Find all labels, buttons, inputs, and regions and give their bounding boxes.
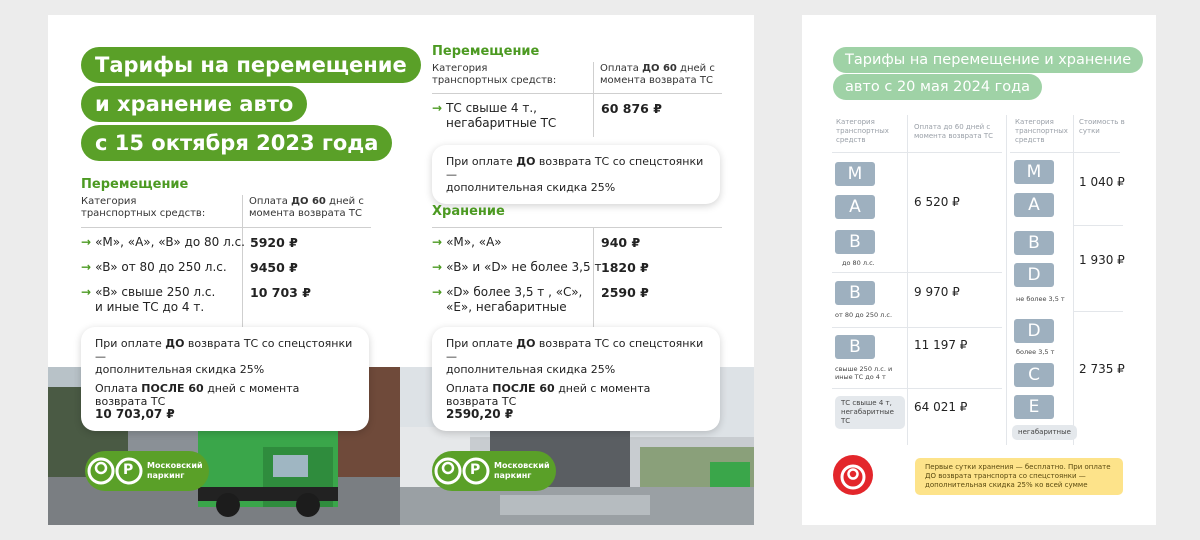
storage-badge-a: A — [1014, 193, 1054, 217]
moving-val-2: 9 970 ₽ — [914, 285, 960, 299]
right-hdr-pay: Оплата до 60 дней с момента возврата ТС — [914, 123, 994, 140]
red-parking-logo-icon — [833, 455, 873, 495]
moving-col1-header: Категория транспортных средств: — [81, 196, 206, 219]
moving-val-1: 6 520 ₽ — [914, 195, 960, 209]
moving-heavy-col2-header: Оплата ДО 60 дней с момента возврата ТС — [600, 63, 715, 86]
storage-badge-m: M — [1014, 160, 1054, 184]
right-title-line-2: авто с 20 мая 2024 года — [833, 74, 1042, 100]
badge-b-80: B — [835, 230, 875, 254]
storage-val-1: 1 040 ₽ — [1079, 175, 1125, 189]
right-hdr-cat-2: Категория транспортных средств — [1015, 118, 1068, 144]
storage-badge-d-light: D — [1014, 263, 1054, 287]
moving-heavy-cat: → ТС свыше 4 т., негабаритные ТС — [432, 101, 557, 130]
storage-row-1-cat: → «M», «A» — [432, 235, 502, 249]
storage-val-2: 1 930 ₽ — [1079, 253, 1125, 267]
storage-row-3-val: 2590 ₽ — [601, 285, 649, 300]
right-hdr-cat-1: Категория транспортных средств — [836, 118, 889, 144]
right-hdr-cost: Стоимость в сутки — [1079, 118, 1125, 135]
parking-logo-icon — [87, 451, 147, 491]
badge-b-over: B — [835, 335, 875, 359]
moving-row-3-cat: → «B» свыше 250 л.с. и иные ТС до 4 т. — [81, 285, 216, 314]
moving-val-3: 11 197 ₽ — [914, 338, 968, 352]
right-tariff-poster — [802, 15, 1156, 525]
storage-sub-over-3-5: более 3,5 т — [1016, 348, 1055, 356]
moving-row-1-cat: → «M», «A», «B» до 80 л.с. — [81, 235, 245, 249]
badge-a: A — [835, 195, 875, 219]
storage-badge-b: B — [1014, 231, 1054, 255]
storage-val-3: 2 735 ₽ — [1079, 362, 1125, 376]
moving-val-4: 64 021 ₽ — [914, 400, 968, 414]
moving-heavy-col1-header: Категория транспортных средств: — [432, 63, 557, 86]
title-line-3: с 15 октября 2023 года — [81, 125, 392, 161]
sub-over-250: свыше 250 л.с. и иные ТС до 4 т — [835, 365, 893, 381]
storage-heading: Хранение — [432, 204, 505, 219]
storage-badge-c: C — [1014, 363, 1054, 387]
storage-row-2-cat: → «B» и «D» не более 3,5 т — [432, 260, 602, 274]
moscow-parking-logo-left: P Московский паркинг — [85, 451, 209, 491]
storage-badge-d-heavy: D — [1014, 319, 1054, 343]
moving-row-3-val: 10 703 ₽ — [250, 285, 311, 300]
free-first-day-note: Первые сутки хранения — бесплатно. При оплате ДО возврата транспорта со спецстоянки — дополнительная скидка 25% ко всей сумме — [915, 458, 1123, 495]
badge-b-250: B — [835, 281, 875, 305]
title-line-2: и хранение авто — [81, 86, 307, 122]
sub-80-250: от 80 до 250 л.с. — [835, 311, 893, 319]
moving-col2-header: Оплата ДО 60 дней с момента возврата ТС — [249, 196, 364, 219]
moving-heavy-discount-note: При оплате ДО возврата ТС со спецстоянки — дополнительная скидка 25% — [432, 145, 720, 204]
storage-row-3-cat: → «D» более 3,5 т , «C», «E», негабаритные — [432, 285, 583, 314]
moving-row-1-val: 5920 ₽ — [250, 235, 298, 250]
moscow-parking-logo-right: P Московский паркинг — [432, 451, 556, 491]
title-line-1: Тарифы на перемещение — [81, 47, 421, 83]
moving-heavy-heading: Перемещение — [432, 44, 540, 59]
moving-row-2-val: 9450 ₽ — [250, 260, 298, 275]
sub-to-80: до 80 л.с. — [842, 259, 875, 267]
badge-m: M — [835, 162, 875, 186]
left-tariff-poster — [48, 15, 754, 525]
storage-badge-e: E — [1014, 395, 1054, 419]
storage-sub-under-3-5: не более 3,5 т — [1016, 295, 1065, 303]
right-title-line-1: Тарифы на перемещение и хранение — [833, 47, 1143, 73]
storage-discount-note: При оплате ДО возврата ТС со спецстоянки — дополнительная скидка 25% Оплата ПОСЛЕ 60 дней с момента возврата ТС 2590,20 ₽ — [432, 327, 720, 431]
parking-logo-icon — [434, 451, 494, 491]
moving-heavy-val: 60 876 ₽ — [601, 101, 662, 116]
storage-oversized-box: негабаритные — [1012, 425, 1077, 440]
moving-row-2-cat: → «B» от 80 до 250 л.с. — [81, 260, 227, 274]
storage-row-2-val: 1820 ₽ — [601, 260, 649, 275]
storage-row-1-val: 940 ₽ — [601, 235, 641, 250]
heavy-vehicles-box: ТС свыше 4 т, негабаритные ТС — [835, 396, 905, 429]
moving-heading: Перемещение — [81, 177, 189, 192]
moving-discount-note: При оплате ДО возврата ТС со спецстоянки — дополнительная скидка 25% Оплата ПОСЛЕ 60 дней с момента возврата ТС 10 703,07 ₽ — [81, 327, 369, 431]
